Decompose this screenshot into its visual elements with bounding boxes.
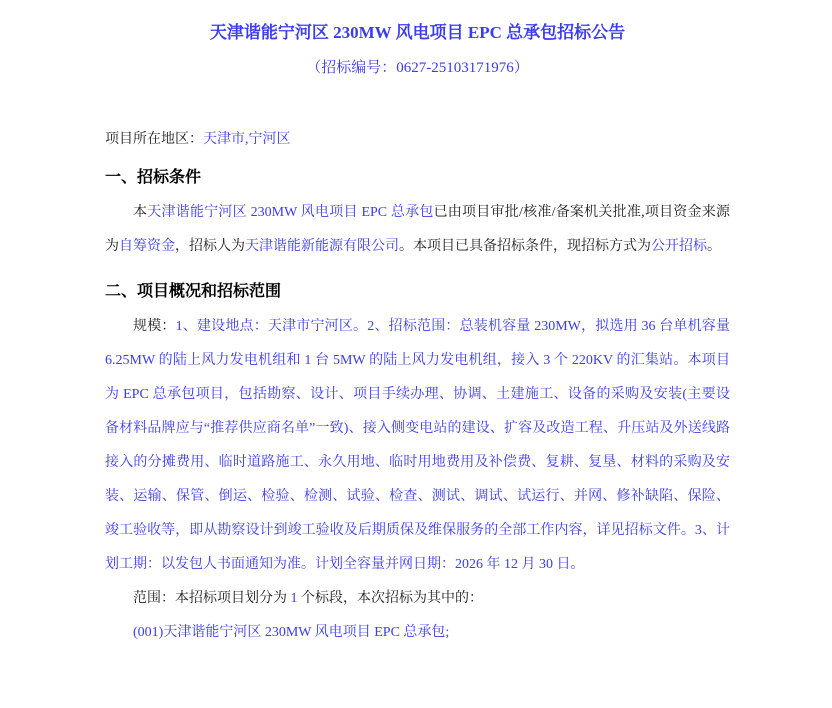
scale-description-highlight: 1、建设地点：天津市宁河区。2、招标范围：总装机容量 230MW，拟选用 36 台单机容量 6.25MW 的陆上风力发电机组和 1 台 5MW 的陆上风力发电机组，接入 3 个 220KV 的汇集站。本项目为 EPC 总承包项目，包括勘察、设计、项目手续办理、协调、土建施工、设备的采购及安装(主要设备材料品牌应与“推荐供应商名单”一致)、接入侧变电站的建设、扩容及改造工程、升压站及外送线路接入的分摊费用、临时道路施工、永久用地、临时用地费用及补偿费、复耕、复垦、材料的采购及安装、运输、保管、倒运、检验、检测、试验、检查、测试、调试、试运行、并网、修补缺陷、保险、竣工验收等，即从勘察设计到竣工验收及后期质保及维保服务的全部工作内容，详见招标文件。3、计划工期：以发包人书面通知为准。计划全容量并网日期：2026 年 12 月 30 日。 — [105, 319, 730, 572]
project-location-line — [105, 130, 730, 150]
section-heading-project-overview: 二、项目概况和招标范围 — [105, 283, 282, 300]
section-heading-bidding-conditions: 一、招标条件 — [105, 169, 202, 186]
text-run: 本 — [133, 205, 148, 220]
funding-source-highlight: 自筹资金 — [119, 239, 175, 254]
project-location-label: 项目所在地区： — [105, 132, 203, 147]
lot-001-line: (001)天津谐能宁河区 230MW 风电项目 EPC 总承包; — [133, 625, 450, 640]
tenderer-name-highlight: 天津谐能新能源有限公司 — [245, 239, 399, 254]
lot-count-highlight: 1 — [290, 591, 298, 606]
project-name-highlight: 天津谐能宁河区 230MW 风电项目 EPC 总承包 — [147, 205, 434, 220]
text-run: ，招标人为 — [175, 239, 245, 254]
text-run: 已由项目审批/核准/备案机关批准,项目资金来源为 — [105, 205, 731, 254]
text-run: 个标段，本次招标为其中的： — [297, 591, 483, 606]
bid-scope-paragraph — [105, 582, 730, 616]
bidding-method-highlight: 公开招标 — [651, 239, 707, 254]
text-run: 。本项目已具备招标条件，现招标方式为 — [399, 239, 651, 254]
tender-number: （招标编号：0627-25103171976） — [306, 60, 529, 76]
scale-label: 规模： — [133, 319, 176, 334]
text-run: 。 — [707, 239, 721, 254]
project-location-value: 天津市,宁河区 — [203, 132, 291, 147]
bidding-conditions-paragraph — [105, 196, 730, 264]
page-title: 天津谐能宁河区 230MW 风电项目 EPC 总承包招标公告 — [209, 23, 626, 42]
text-run: 范围：本招标项目划分为 — [133, 591, 291, 606]
project-scale-paragraph — [105, 310, 730, 582]
